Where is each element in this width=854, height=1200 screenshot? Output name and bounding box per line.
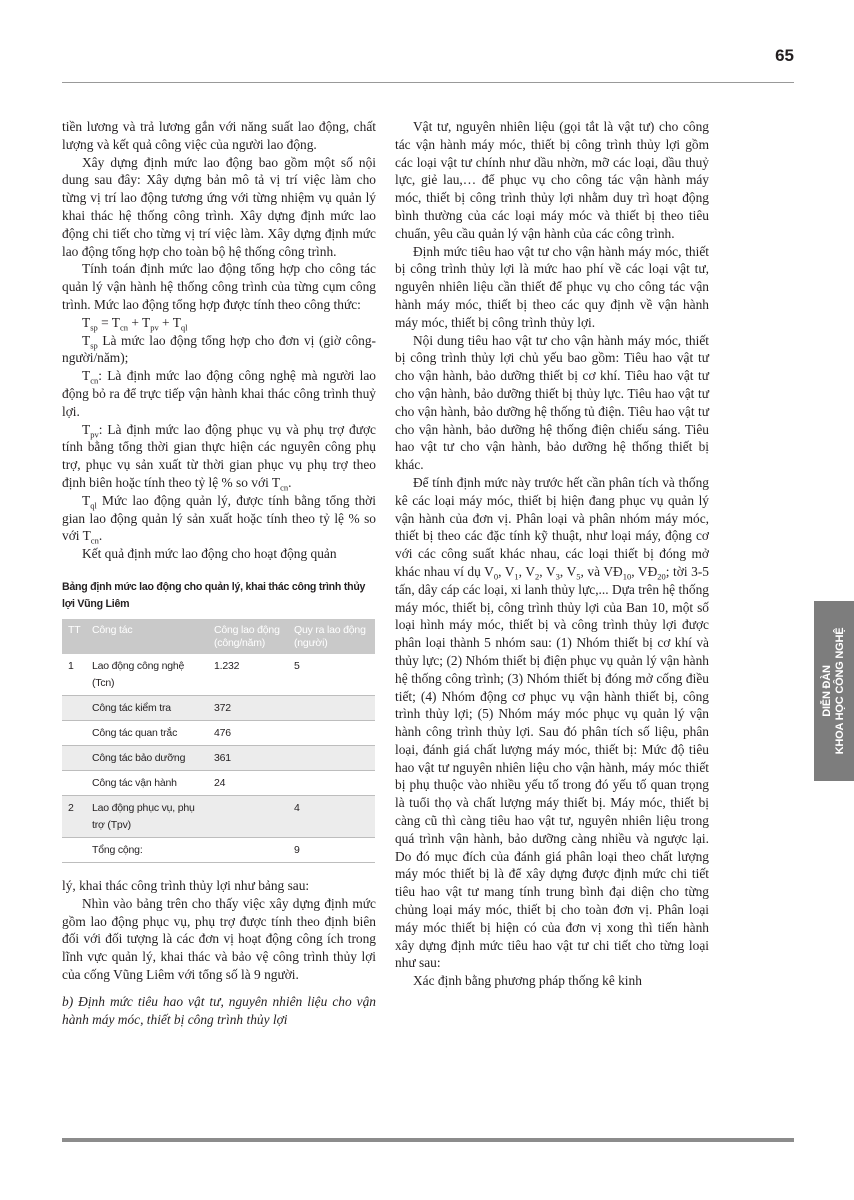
right-column: [395, 118, 709, 990]
section-heading: b) Định mức tiêu hao vật tư, nguyên nhiên liệu cho vận hành máy móc, thiết bị công trình thủy lợi: [62, 993, 376, 1027]
table-cell: [288, 720, 375, 745]
table-cell: 2: [62, 795, 86, 837]
paragraph: lý, khai thác công trình thủy lợi như bảng sau:: [62, 877, 310, 893]
table-cell: 476: [208, 720, 288, 745]
definition-tpv: $T_{pv}$: Là định mức lao động phục vụ và phụ trợ được tính bằng tổng thời gian thực hiện các nguyên công phụ trợ, phục vụ sản xuất từ thời gian phục vụ phụ trợ theo định biên hoặc tính theo tỷ lệ % so với $T_{cn}$.: [62, 421, 376, 493]
table-cell: [62, 720, 86, 745]
table-cell: 5: [288, 654, 375, 696]
paragraph: Để tính định mức này trước hết cần phân tích và thống kê các loại máy móc, thiết bị hiện đang phục vụ quản lý vận hành của đơn vị. Phân loại và phân nhóm máy móc, thiết bị theo các đặc tính kỹ thuật, như loại máy, động cơ với các công suất khác nhau, các loại thiết bị đóng mở khác nhau ví dụ $V_0$, $V_1$, $V_2$, $V_3$, $V_5$, và $VĐ_{10}$, $VĐ_{20}$; tời 3-5 tấn, dây cáp các loại, xi lanh thủy lực,... Dựa trên hệ thống máy móc, thiết bị, công trình thủy lợi của Ban 10, một số loại hình máy móc, thiết bị và công trình thủy lợi được phân loại thành 5 nhóm sau: (1) Nhóm thiết bị cơ khí và thủy lực; (2) Nhóm thiết bị điện phục vụ quản lý vận hành hệ thống công trình; (3) Nhóm thiết bị đóng mở cống điều tiết; (4) Nhóm động cơ phục vụ vận hành thiết bị, công trình thủy lợi; (5) Nhóm máy móc phục vụ quản lý vận hành công trình thủy lợi. Sau đó phân tích số liệu, phân loại, đánh giá chất lượng máy móc, thiết bị: Mức độ tiêu hao vật tư nguyên nhiên liệu cho vận hành, máy móc thiết bị phụ thuộc vào nhiều yếu tố trong đó yếu tố quan trọng là tuổi thọ và chất lượng máy thiết bị. Máy móc, thiết bị càng cũ thì càng tiêu hao vật tư, nguyên nhiên liệu trong quá trình vận hành, bảo dưỡng càng nhiều và ngược lại. Do đó mục đích của đánh giá phân loại theo chất lượng máy móc thiết bị là để xây dựng được định mức chi tiết tiêu hao vật tư mang tính trung bình đại diện cho từng chủng loại máy móc, thiết bị cho toàn đơn vị. Phân loại máy móc thiết bị hiện có của đơn vị xong thì tiến hành xây dựng định mức tiêu hao vật tư chi tiết cho từng loại như sau:: [395, 474, 709, 971]
table-cell: [208, 795, 288, 837]
table-cell: [62, 695, 86, 720]
paragraph: Nhìn vào bảng trên cho thấy việc xây dựng định mức gồm lao động phục vụ, phụ trợ được tính theo định biên đối với đối tượng là các đơn vị hoạt động công ích trong lĩnh vực quản lý, khai thác và bảo vệ công trình thủy lợi của cống Vũng Liêm với tổng số là 9 người.: [62, 895, 376, 982]
table-cell: Công tác quan trắc: [86, 720, 208, 745]
table-cell: [62, 745, 86, 770]
paragraph: tiền lương và trả lương gắn với năng suất lao động, chất lượng và kết quả công việc của người lao động.: [62, 119, 376, 152]
table-cell: [288, 770, 375, 795]
table-cell: Lao động phục vụ, phụ trợ (Tpv): [86, 795, 208, 837]
paragraph: Kết quả định mức lao động cho hoạt động quản: [82, 546, 337, 562]
table-cell: 361: [208, 745, 288, 770]
table-row: [62, 654, 375, 696]
paragraph: Định mức tiêu hao vật tư cho vận hành máy móc, thiết bị công trình thủy lợi là mức hao phí về các loại vật tư, nguyên nhiên liệu cần thiết để phục vụ cho công tác vận hành máy móc, thiết bị theo các quy định về vận hành máy móc, thiết bị công trình thủy lợi.: [395, 243, 709, 330]
definition-tcn: $T_{cn}$: Là định mức lao động công nghệ mà người lao động bỏ ra để trực tiếp vận hành khai thác công trình thuỷ lợi.: [62, 368, 376, 419]
table-cell: 372: [208, 695, 288, 720]
table-cell: Lao động công nghệ (Tcn): [86, 654, 208, 696]
table-cell: 9: [288, 837, 375, 862]
labor-norm-table: [62, 619, 375, 863]
table-row: [62, 745, 375, 770]
table-row: [62, 770, 375, 795]
page-number: 65: [775, 46, 794, 65]
formula: $T_{sp} = T_{cn} + T_{pv} + T_{ql}$: [82, 314, 188, 333]
footer-rule: [62, 1138, 794, 1142]
table-header: Quy ra lao động (người): [288, 619, 375, 654]
section-side-tab: [814, 601, 854, 781]
table-header: Công lao động (công/năm): [208, 619, 288, 654]
table-cell: 24: [208, 770, 288, 795]
paragraph: Xác định bằng phương pháp thống kê kinh: [413, 973, 642, 989]
table-header: Công tác: [86, 619, 208, 654]
table-cell: [62, 770, 86, 795]
table-row: [62, 795, 375, 837]
table-caption: Bảng định mức lao động cho quản lý, khai thác công trình thủy lợi Vũng Liêm: [62, 580, 366, 610]
table-cell: Công tác vận hành: [86, 770, 208, 795]
paragraph: Tính toán định mức lao động tổng hợp cho công tác quản lý vận hành hệ thống công trình của từng cụm công trình. Mức lao động tổng hợp được tính theo công thức:: [62, 261, 376, 312]
definition-tql: $T_{ql}$ Mức lao động quản lý, được tính bằng tổng thời gian lao động quản lý sản xuất hoặc tính theo tỷ lệ % so với $T_{cn}$.: [62, 492, 376, 546]
table-row: [62, 695, 375, 720]
header-rule: [62, 82, 794, 83]
paragraph: Vật tư, nguyên nhiên liệu (gọi tắt là vật tư) cho công tác vận hành máy móc, thiết bị công trình thủy lợi gồm các loại vật tư chính như dầu nhờn, mỡ các loại, dầu thuỷ lực, giẻ lau,… để phục vụ cho công tác vận hành máy móc, thiết bị công trình thủy lợi nhằm duy trì hoạt động bình thường của các loại máy móc và thiết bị theo tiêu chuẩn, yêu cầu quản lý vận hành của các công trình.: [395, 119, 709, 241]
table-cell: Tổng cộng:: [86, 837, 208, 862]
table-header-row: [62, 619, 375, 654]
table-cell: [208, 837, 288, 862]
table-cell: 1: [62, 654, 86, 696]
table-cell: [288, 695, 375, 720]
table-cell: Công tác kiểm tra: [86, 695, 208, 720]
table-cell: [62, 837, 86, 862]
table-row: [62, 837, 375, 862]
left-column: [62, 118, 376, 1028]
table-header: TT: [62, 619, 86, 654]
side-tab-label: DIỄN ĐÀN KHOA HỌC CÔNG NGHỆ: [821, 627, 846, 755]
table-row: [62, 720, 375, 745]
table-cell: 4: [288, 795, 375, 837]
definition-tsp: $T_{sp}$ Là mức lao động tổng hợp cho đơn vị (giờ công- người/năm);: [62, 332, 376, 366]
table-cell: [288, 745, 375, 770]
table-cell: 1.232: [208, 654, 288, 696]
paragraph: Nội dung tiêu hao vật tư cho vận hành máy móc, thiết bị công trình thủy lợi chủ yếu bao gồm: Tiêu hao vật tư cho vận hành, bảo dưỡng thiết bị cơ khí. Tiêu hao vật tư cho vận hành, bảo dưỡng thiết bị thủy lực. Tiêu hao vật tư cho vận hành, bảo dưỡng hệ thống tủ điện. Tiêu hao vật tư cho vận hành, bảo dưỡng hệ thống điện chiếu sáng. Tiêu hao vật tư cho vận hành, bảo dưỡng hệ thống thiết bị khác.: [395, 332, 709, 473]
paragraph: Xây dựng định mức lao động bao gồm một số nội dung sau đây: Xây dựng bản mô tả vị trí việc làm cho từng vị trí lao động tương ứng với từng nhiệm vụ quản lý khai thác hệ thống công trình. Xây dựng định mức lao động chi tiết cho từng vị trí việc làm. Xây dựng định mức lao động tổng hợp cho toàn bộ hệ thống công trình.: [62, 154, 376, 259]
table-cell: Công tác bảo dưỡng: [86, 745, 208, 770]
